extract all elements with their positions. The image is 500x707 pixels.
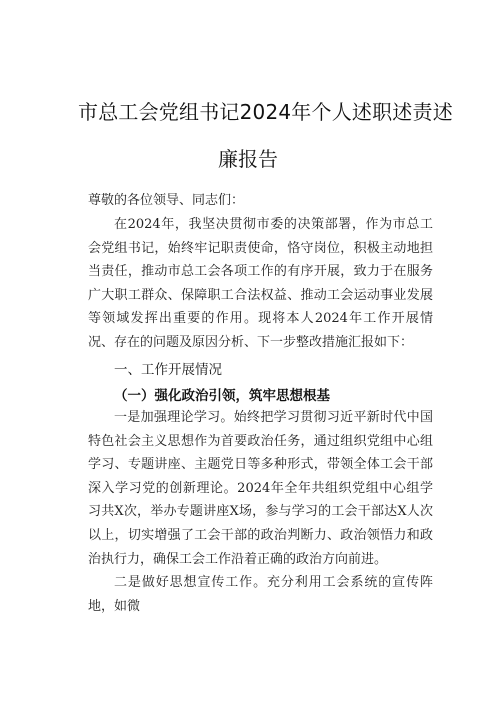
report-title-line-2: 廉报告 xyxy=(218,147,278,171)
paragraph-theory-study: 一是加强理论学习。始终把学习贯彻习近平新时代中国特色社会主义思想作为首要政治任务，通过组织党组中心组学习、专题讲座、主题党日等多种形式，带领全体工会干部深入学习党的创新理论。2024年全年共组织党组中心组学习共X次，举办专题讲座X场，参与学习的工会干部达X人次以上，切实增强了工会干部的政治判断力、政治领悟力和政治执行力，确保工会工作沿着正确的政治方向前进。 xyxy=(88,410,433,567)
intro-paragraph: 在2024年，我坚决贯彻市委的决策部署，作为市总工会党组书记，始终牢记职责使命，恪守岗位，积极主动地担当责任，推动市总工会各项工作的有序开展，致力于在服务广大职工群众、保障职工合法权益、推动工会运动事业发展等领域发挥出重要的作用。现将本人2024年工作开展情况、存在的问题及原因分析、下一步整改措施汇报如下： xyxy=(88,217,433,350)
paragraph-ideological-propaganda: 二是做好思想宣传工作。充分利用工会系统的宣传阵地，如微 xyxy=(88,575,433,614)
subsection-heading-political-guidance: （一）强化政治引领，筑牢思想根基 xyxy=(114,388,330,404)
report-title-line-1: 市总工会党组书记2024年个人述职述责述 xyxy=(78,100,453,124)
greeting: 尊敬的各位领导、同志们： xyxy=(88,193,245,208)
section-heading-work-status: 一、工作开展情况 xyxy=(114,362,222,378)
